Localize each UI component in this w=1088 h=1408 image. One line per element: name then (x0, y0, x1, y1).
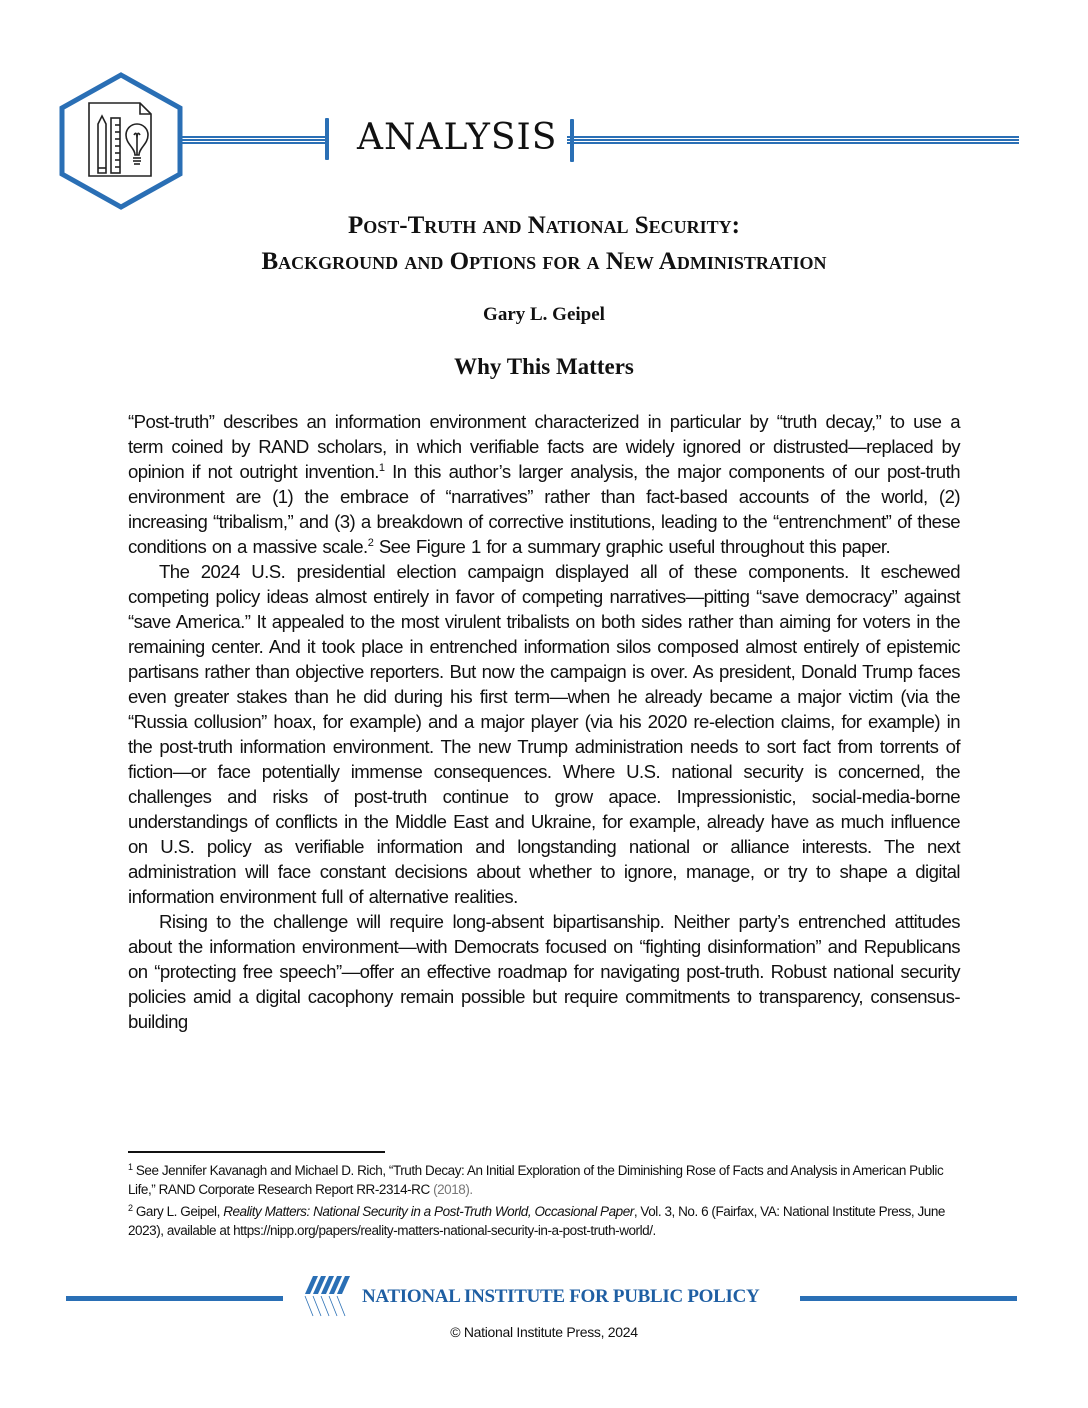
copyright-notice: © National Institute Press, 2024 (450, 1324, 638, 1340)
organization-name: NATIONAL INSTITUTE FOR PUBLIC POLICY (362, 1286, 760, 1307)
author-name: Gary L. Geipel (483, 304, 605, 325)
footer-rule-left (66, 1296, 283, 1301)
footnote-1: $^1$ See Jennifer Kavanagh and Michael D. Rich, “Truth Decay: An Initial Exploration of the Diminishing Rose of Facts and Analysis in American Public Life,” RAND Corporate Research Report RR-2314-RC (2018). (128, 1162, 944, 1197)
section-heading: Why This Matters (454, 354, 634, 379)
paragraph-1-part-a: “Post-truth” describes an information environment characterized in particular by “truth decay,” to use a term coined by RAND scholars, in which verifiable facts are widely ignored or distrusted—replaced by opinion if not outright invention. (128, 411, 960, 482)
paragraph-1-part-c: See Figure 1 for a summary graphic useful throughout this paper. (373, 536, 891, 557)
document-title-line-2: Background and Options for a New Administration (261, 248, 827, 275)
document-title-line-1: Post-Truth and National Security: (347, 212, 740, 239)
footnotes (128, 1161, 968, 1243)
document-type-label: ANALYSIS (357, 117, 558, 158)
header-rule-left-cap (325, 118, 329, 160)
footnote-2-link-text[interactable]: , Vol. 3, No. 6 (Fairfax, VA: National Institute Press, June 2023), available at https://nipp.org/papers/reality-matters-national-security-in-a-post-truth-world/. (128, 1204, 945, 1238)
footer-rule-right (800, 1296, 1017, 1301)
paragraph-1-part-b: In this author’s larger analysis, the major components of our post-truth environment are (1) the embrace of “narratives” rather than fact-based accounts of the world, (2) increasing “tribalism,” and (3) a breakdown of corrective institutions, leading to the “entrenchment” of these conditions on a massive scale. (128, 461, 960, 557)
footnote-ref-1[interactable]: 1 (378, 462, 385, 474)
nipp-stripes-logo-icon (303, 1276, 353, 1318)
footnote-separator (128, 1151, 385, 1153)
header-rule-right (567, 135, 1019, 144)
paragraph-2: The 2024 U.S. presidential election campaign displayed all of these components. It eschewed competing policy ideas almost entirely in favor of competing narratives—pitting “save democracy” against “save America.” It appealed to the most virulent tribalists on both sides rather than aiming for voters in the remaining center. And it took place in entrenched information silos composed almost entirely of epistemic partisans rather than objective reporters. But now the campaign is over. As president, Donald Trump faces even greater stakes than he did during his first term—when he already became a major victim (via the “Russia collusion” hoax, for example) and a major player (via his 2020 re-election claims, for example) in the post-truth information environment. The new Trump administration needs to sort fact from torrents of fiction—or face potentially immense consequences. Where U.S. national security is concerned, the challenges and risks of post-truth continue to grow apace. Impressionistic, social-media-borne understandings of conflicts in the Middle East and Ukraine, for example, already have as much influence on U.S. policy as verifiable information and longstanding national or alliance interests. The next administration will face constant decisions about whether to ignore, manage, or try to shape a digital information environment full of alternative realities. (128, 561, 960, 907)
paragraph-3: Rising to the challenge will require long-absent bipartisanship. Neither party’s entrenched attitudes about the information environment—with Democrats focused on “fighting disinformation” and Republicans on “protecting free speech”—offer an effective roadmap for navigating post-truth. Robust national security policies amid a digital cacophony remain possible but require commitments to transparency, consensus-building (128, 911, 960, 1032)
body-text (128, 409, 960, 1034)
footnote-ref-2[interactable]: 2 (367, 537, 374, 549)
paragraph-1 (128, 409, 960, 559)
analysis-hexagon-icon (56, 70, 186, 212)
header-rule-left (178, 135, 326, 144)
footnote-2: $^2$ Gary L. Geipel, Reality Matters: National Security in a Post-Truth World, Occasional Paper, Vol. 3, No. 6 (Fairfax, VA: National Institute Press, June 2023), available at https://nipp.org/papers/reality-matters-national-security-in-a-post-truth-world/. (128, 1203, 945, 1238)
